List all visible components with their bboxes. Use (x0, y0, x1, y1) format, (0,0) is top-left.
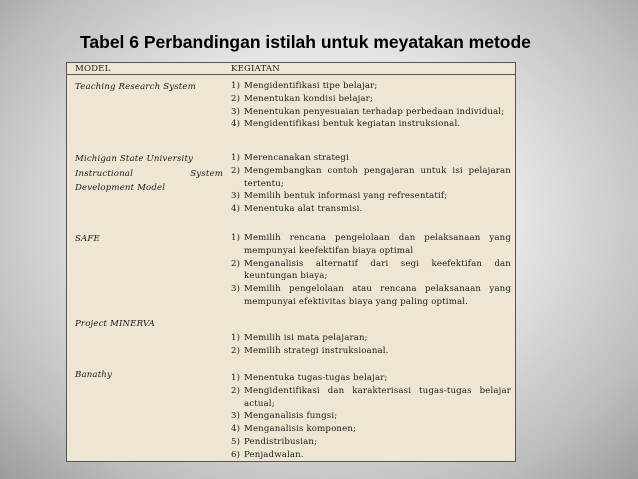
activity-number: 1) (231, 333, 241, 343)
model-text: Project MINERVA (75, 319, 156, 329)
activity-item (231, 258, 511, 284)
activity-number: 2) (231, 165, 241, 176)
activity-number: 3) (231, 411, 241, 422)
model-text: SAFE (75, 234, 100, 244)
activity-text: Mengidentifikasi bentuk kegiatan instruksional. (244, 119, 461, 130)
activity-list (231, 332, 511, 358)
model-text: Michigan State University (75, 154, 194, 164)
model-name (75, 232, 223, 247)
activity-text: Memilih rencana pengelolaan dan pelaksanaan yang mempunyai keefektifan biaya optimal (244, 233, 511, 256)
activity-item (231, 118, 511, 131)
activity-number: 1) (231, 233, 241, 243)
activity-item (231, 423, 511, 436)
header-kegiatan: KEGIATAN (231, 64, 280, 74)
activity-number: 1) (231, 81, 241, 91)
activity-number: 4) (231, 424, 241, 435)
activity-item (231, 190, 511, 203)
activity-text: Menentuka tugas-tugas belajar; (244, 373, 388, 383)
activity-list (231, 152, 511, 216)
model-name (75, 317, 223, 332)
activity-item (231, 410, 511, 423)
model-text: Teaching Research System (75, 82, 196, 92)
activity-text: Penjadwalan. (244, 449, 304, 460)
activity-text: Pendistribusian; (244, 436, 318, 447)
activity-text: Mengidentifikasi tipe belajar; (244, 81, 378, 91)
activity-number: 1) (231, 373, 241, 383)
activity-number: 2) (231, 345, 241, 356)
activity-list (231, 372, 511, 462)
activity-item (231, 93, 511, 106)
activity-item (231, 436, 511, 449)
activity-number: 3) (231, 191, 241, 202)
activity-number: 3) (231, 106, 241, 117)
activity-number: 4) (231, 119, 241, 130)
model-text: Instructional (75, 168, 133, 179)
activity-item (231, 152, 511, 165)
activity-text: Memilih bentuk informasi yang refresentatif; (244, 191, 448, 202)
activity-text: Menganalisis komponen; (244, 424, 357, 435)
activity-text: Memilih strategi instruksioanal. (244, 345, 389, 356)
header-model: MODEL (75, 64, 111, 74)
activity-text: Memilih pengelolaan atau rencana pelaksanaan yang mempunyai efektivitas biaya yang paling optimal. (244, 284, 511, 307)
activity-item (231, 345, 511, 358)
activity-text: Menganalisis fungsi; (244, 411, 338, 422)
activity-text: Mengembangkan contoh pengajaran untuk isi pelajaran tertentu; (244, 165, 511, 189)
activity-text: Memilih isi mata pelajaran; (244, 333, 368, 343)
activity-text: Merencanakan strategi (244, 153, 349, 163)
activity-item (231, 80, 511, 93)
activity-item (231, 203, 511, 216)
activity-item (231, 106, 511, 119)
activity-text: Mengidentifikasi dan karakterisasi tugas-tugas belajar actual; (244, 385, 511, 409)
activity-text: Menentukan kondisi belajar; (244, 93, 373, 104)
activity-item (231, 165, 511, 191)
activity-item (231, 449, 511, 462)
activity-text: Menganalisis alternatif dari segi keefektifan dan keuntungan biaya; (244, 258, 511, 282)
activity-item (231, 232, 511, 258)
activity-list (231, 80, 511, 131)
activity-item (231, 283, 511, 309)
activity-number: 1) (231, 153, 241, 163)
activity-item (231, 332, 511, 345)
model-name (75, 368, 223, 383)
activity-number: 2) (231, 258, 241, 269)
activity-text: Menentukan penyesuaian terhadap perbedaan individual; (244, 106, 505, 117)
slide-title: Tabel 6 Perbandingan istilah untuk meyatakan metode (80, 32, 531, 52)
activity-text: Menentuka alat transmisi. (244, 204, 363, 215)
model-name (75, 152, 223, 196)
activity-number: 5) (231, 436, 241, 447)
model-text: Banathy (75, 370, 112, 380)
table-header (67, 63, 515, 75)
model-text: Development Model (75, 183, 166, 193)
comparison-table (66, 62, 516, 462)
model-text: System (190, 168, 223, 179)
activity-item (231, 385, 511, 411)
activity-item (231, 372, 511, 385)
activity-number: 2) (231, 93, 241, 104)
activity-number: 2) (231, 385, 241, 396)
activity-number: 4) (231, 204, 241, 215)
activity-list (231, 232, 511, 309)
activity-number: 6) (231, 449, 241, 460)
model-name (75, 80, 223, 95)
activity-number: 3) (231, 284, 241, 295)
